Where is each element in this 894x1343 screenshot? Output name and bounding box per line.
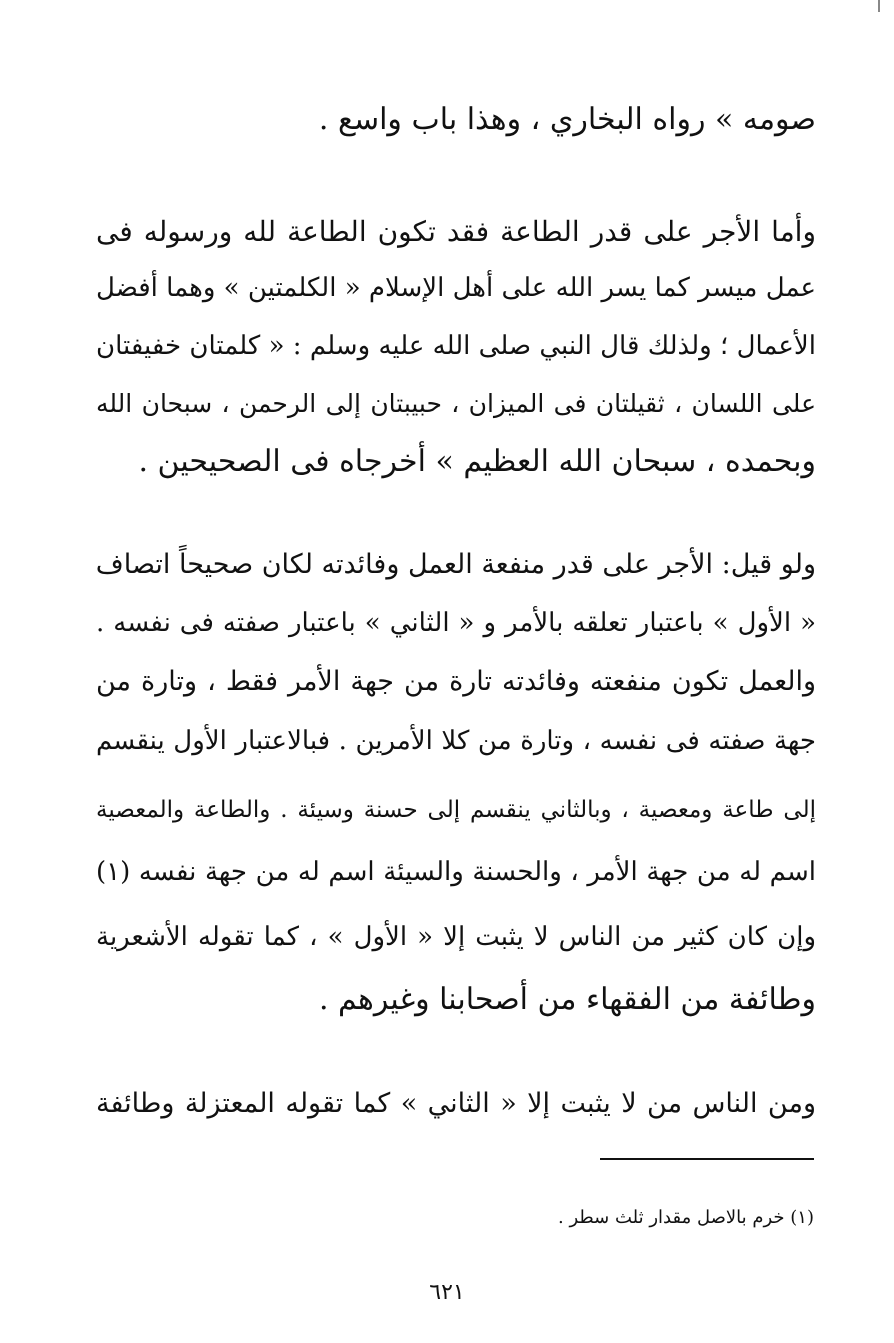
text-line: صومه » رواه البخاري ، وهذا باب واسع . [318,102,816,137]
text-line: إلى طاعة ومعصية ، وبالثاني ينقسم إلى حسنة وسيئة . والطاعة والمعصية [96,797,816,823]
text-line: اسم له من جهة الأمر ، والحسنة والسيئة اسم له من جهة نفسه (١) [96,857,816,887]
page-edge-mark [878,0,880,12]
footnote: (١) خرم بالاصل مقدار ثلث سطر . [558,1207,814,1228]
text-line: ولو قيل: الأجر على قدر منفعة العمل وفائدته لكان صحيحاً اتصاف [95,549,816,580]
text-line: والعمل تكون منفعته وفائدته تارة من جهة الأمر فقط ، وتارة من [96,666,816,697]
text-line: جهة صفته فى نفسه ، وتارة من كلا الأمرين . فبالاعتبار الأول ينقسم [96,726,816,756]
text-line: وبحمده ، سبحان الله العظيم » أخرجاه فى الصحيحين . [138,444,816,479]
text-line: وطائفة من الفقهاء من أصحابنا وغيرهم . [318,982,816,1017]
text-line: عمل ميسر كما يسر الله على أهل الإسلام « الكلمتين » وهما أفضل [96,273,816,303]
text-line: الأعمال ؛ ولذلك قال النبي صلى الله عليه وسلم : « كلمتان خفيفتان [96,331,816,361]
footnote-divider [600,1158,814,1160]
text-line: وأما الأجر على قدر الطاعة فقد تكون الطاعة لله ورسوله فى [96,215,816,248]
text-line: وإن كان كثير من الناس لا يثبت إلا « الأول » ، كما تقوله الأشعرية [96,922,816,952]
text-line: على اللسان ، ثقيلتان فى الميزان ، حبيبتان إلى الرحمن ، سبحان الله [96,389,816,418]
text-line: « الأول » باعتبار تعلقه بالأمر و « الثاني » باعتبار صفته فى نفسه . [96,608,816,638]
text-line: ومن الناس من لا يثبت إلا « الثاني » كما تقوله المعتزلة وطائفة [96,1088,816,1119]
page-number: ٦٢١ [429,1280,465,1305]
